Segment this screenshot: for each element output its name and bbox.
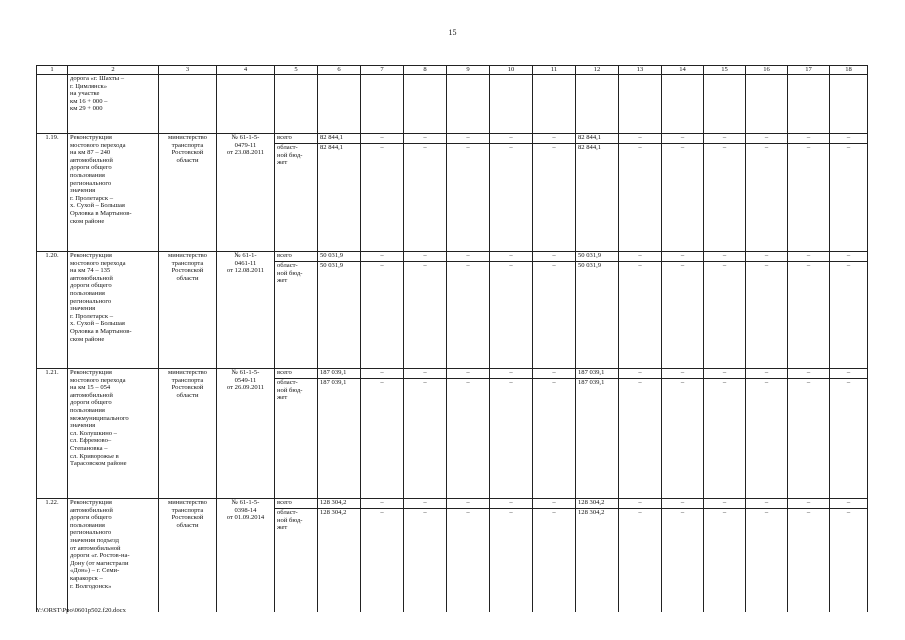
col-6-total: 50 031,9 (318, 252, 361, 262)
empty-cell (662, 75, 704, 134)
header-col-3: 3 (159, 66, 217, 75)
dash-cell: – (447, 144, 490, 252)
dash-cell: – (619, 134, 662, 144)
dash-cell: – (404, 262, 447, 369)
dash-cell: – (788, 499, 830, 509)
dash-cell: – (788, 252, 830, 262)
dash-cell: – (533, 379, 576, 499)
col-12-budget: 50 031,9 (576, 262, 619, 369)
header-col-17: 17 (788, 66, 830, 75)
header-col-5: 5 (275, 66, 318, 75)
header-col-10: 10 (490, 66, 533, 75)
page-number: 15 (448, 28, 457, 37)
dash-cell: – (533, 369, 576, 379)
dash-cell: – (361, 262, 404, 369)
header-col-6: 6 (318, 66, 361, 75)
dash-cell: – (490, 369, 533, 379)
object-name: Реконструкция мостового перехода на км 15 – 054 автомобильной дороги общего пользования межмуниципального значения сл. Колушкино – сл. Ефремово– Степановка – сл. Криворожье в Тарасовском районе (68, 369, 159, 499)
header-col-9: 9 (447, 66, 490, 75)
dash-cell: – (746, 499, 788, 509)
empty-cell (37, 75, 68, 134)
dash-cell: – (361, 134, 404, 144)
empty-cell (746, 75, 788, 134)
dash-cell: – (746, 262, 788, 369)
header-col-2: 2 (68, 66, 159, 75)
dash-cell: – (662, 252, 704, 262)
dash-cell: – (662, 144, 704, 252)
object-name: Реконструкция мостового перехода на км 87 – 240 автомобильной дороги общего пользования регионального значения г. Пролетарск – х. Сухой – Большая Орловка в Мартынов- ском районе (68, 134, 159, 252)
dash-cell: – (662, 134, 704, 144)
dash-cell: – (533, 509, 576, 613)
table-row (37, 499, 868, 509)
dash-cell: – (662, 509, 704, 613)
header-col-12: 12 (576, 66, 619, 75)
table-row (37, 252, 868, 262)
dash-cell: – (361, 379, 404, 499)
dash-cell: – (619, 369, 662, 379)
empty-cell (404, 75, 447, 134)
dash-cell: – (490, 134, 533, 144)
dash-cell: – (404, 509, 447, 613)
dash-cell: – (830, 379, 868, 499)
dash-cell: – (662, 379, 704, 499)
dash-cell: – (447, 134, 490, 144)
empty-cell (447, 75, 490, 134)
col-12-budget: 128 304,2 (576, 509, 619, 613)
dash-cell: – (447, 379, 490, 499)
continuation-name: дорога «г. Шахты – г. Цимлянск» на участке км 16 + 000 – км 29 + 000 (68, 75, 159, 134)
col-6-budget: 50 031,9 (318, 262, 361, 369)
table-row (37, 134, 868, 144)
investment-table (36, 65, 868, 612)
header-col-18: 18 (830, 66, 868, 75)
dash-cell: – (533, 262, 576, 369)
dash-cell: – (619, 509, 662, 613)
empty-cell (704, 75, 746, 134)
expertise-doc: № 61-1-5- 0398-14 от 01.09.2014 (217, 499, 275, 613)
dash-cell: – (490, 509, 533, 613)
dash-cell: – (704, 379, 746, 499)
object-name: Реконструкция мостового перехода на км 74 – 135 автомобильной дороги общего пользования регионального значения г. Пролетарск – х. Сухой – Большая Орловка в Мартынов- ском районе (68, 252, 159, 369)
empty-cell (619, 75, 662, 134)
col-6-total: 128 304,2 (318, 499, 361, 509)
dash-cell: – (490, 252, 533, 262)
customer-org: министерство транспорта Ростовской области (159, 499, 217, 613)
dash-cell: – (404, 144, 447, 252)
header-col-15: 15 (704, 66, 746, 75)
dash-cell: – (404, 252, 447, 262)
dash-cell: – (404, 134, 447, 144)
col-6-budget: 187 039,1 (318, 379, 361, 499)
empty-cell (533, 75, 576, 134)
expertise-doc: № 61-1- 0461-11 от 12.08.2011 (217, 252, 275, 369)
dash-cell: – (619, 379, 662, 499)
dash-cell: – (490, 379, 533, 499)
customer-org: министерство транспорта Ростовской области (159, 252, 217, 369)
file-path-footer: Y:\ORST\Ppo\0601p502.f20.docx (36, 607, 126, 614)
dash-cell: – (830, 144, 868, 252)
dash-cell: – (788, 509, 830, 613)
dash-cell: – (704, 252, 746, 262)
dash-cell: – (746, 369, 788, 379)
dash-cell: – (533, 499, 576, 509)
header-col-1: 1 (37, 66, 68, 75)
row-number: 1.22. (37, 499, 68, 613)
dash-cell: – (746, 509, 788, 613)
dash-cell: – (404, 379, 447, 499)
col-12-total: 128 304,2 (576, 499, 619, 509)
dash-cell: – (704, 262, 746, 369)
col-12-total: 187 039,1 (576, 369, 619, 379)
dash-cell: – (490, 262, 533, 369)
dash-cell: – (704, 369, 746, 379)
col-12-total: 50 031,9 (576, 252, 619, 262)
dash-cell: – (788, 134, 830, 144)
expertise-doc: № 61-1-5- 0479-11 от 23.08.2011 (217, 134, 275, 252)
empty-cell (318, 75, 361, 134)
col-12-budget: 187 039,1 (576, 379, 619, 499)
object-name: Реконструкция автомобильной дороги общего пользования регионального значения подъезд от автомобильной дороги «г. Ростов-на- Дону (от магистрали «Дон») – г. Семи- каракорск – г. Волгодонск» (68, 499, 159, 613)
dash-cell: – (447, 262, 490, 369)
dash-cell: – (533, 134, 576, 144)
dash-cell: – (662, 499, 704, 509)
dash-cell: – (533, 144, 576, 252)
col-6-budget: 82 844,1 (318, 144, 361, 252)
source-total: всего (275, 134, 318, 144)
dash-cell: – (361, 252, 404, 262)
customer-org: министерство транспорта Ростовской области (159, 369, 217, 499)
dash-cell: – (619, 262, 662, 369)
col-6-budget: 128 304,2 (318, 509, 361, 613)
empty-cell (159, 75, 217, 134)
empty-cell (275, 75, 318, 134)
source-total: всего (275, 252, 318, 262)
col-12-total: 82 844,1 (576, 134, 619, 144)
col-6-total: 187 039,1 (318, 369, 361, 379)
table-row (37, 369, 868, 379)
dash-cell: – (830, 134, 868, 144)
col-12-budget: 82 844,1 (576, 144, 619, 252)
dash-cell: – (746, 134, 788, 144)
source-regional-budget: област- ной бюд- жет (275, 144, 318, 252)
dash-cell: – (746, 379, 788, 499)
header-col-14: 14 (662, 66, 704, 75)
dash-cell: – (447, 499, 490, 509)
empty-cell (490, 75, 533, 134)
source-total: всего (275, 369, 318, 379)
dash-cell: – (490, 144, 533, 252)
dash-cell: – (404, 369, 447, 379)
empty-cell (217, 75, 275, 134)
header-col-13: 13 (619, 66, 662, 75)
dash-cell: – (533, 252, 576, 262)
empty-cell (788, 75, 830, 134)
dash-cell: – (788, 262, 830, 369)
dash-cell: – (830, 262, 868, 369)
header-col-7: 7 (361, 66, 404, 75)
dash-cell: – (788, 144, 830, 252)
dash-cell: – (404, 499, 447, 509)
source-regional-budget: област- ной бюд- жет (275, 509, 318, 613)
dash-cell: – (746, 144, 788, 252)
row-number: 1.21. (37, 369, 68, 499)
dash-cell: – (704, 509, 746, 613)
row-number: 1.20. (37, 252, 68, 369)
dash-cell: – (788, 379, 830, 499)
dash-cell: – (830, 369, 868, 379)
dash-cell: – (662, 262, 704, 369)
dash-cell: – (361, 144, 404, 252)
dash-cell: – (662, 369, 704, 379)
dash-cell: – (447, 252, 490, 262)
dash-cell: – (746, 252, 788, 262)
source-regional-budget: област- ной бюд- жет (275, 262, 318, 369)
dash-cell: – (361, 499, 404, 509)
dash-cell: – (830, 509, 868, 613)
dash-cell: – (704, 499, 746, 509)
dash-cell: – (619, 499, 662, 509)
source-total: всего (275, 499, 318, 509)
header-col-16: 16 (746, 66, 788, 75)
dash-cell: – (447, 369, 490, 379)
dash-cell: – (704, 144, 746, 252)
dash-cell: – (830, 499, 868, 509)
row-number: 1.19. (37, 134, 68, 252)
dash-cell: – (447, 509, 490, 613)
dash-cell: – (830, 252, 868, 262)
empty-cell (576, 75, 619, 134)
dash-cell: – (490, 499, 533, 509)
source-regional-budget: област- ной бюд- жет (275, 379, 318, 499)
col-6-total: 82 844,1 (318, 134, 361, 144)
dash-cell: – (619, 144, 662, 252)
header-col-8: 8 (404, 66, 447, 75)
dash-cell: – (704, 134, 746, 144)
customer-org: министерство транспорта Ростовской области (159, 134, 217, 252)
dash-cell: – (361, 509, 404, 613)
dash-cell: – (788, 369, 830, 379)
expertise-doc: № 61-1-5- 0549-11 от 26.09.2011 (217, 369, 275, 499)
header-col-11: 11 (533, 66, 576, 75)
dash-cell: – (619, 252, 662, 262)
empty-cell (830, 75, 868, 134)
empty-cell (361, 75, 404, 134)
header-col-4: 4 (217, 66, 275, 75)
dash-cell: – (361, 369, 404, 379)
